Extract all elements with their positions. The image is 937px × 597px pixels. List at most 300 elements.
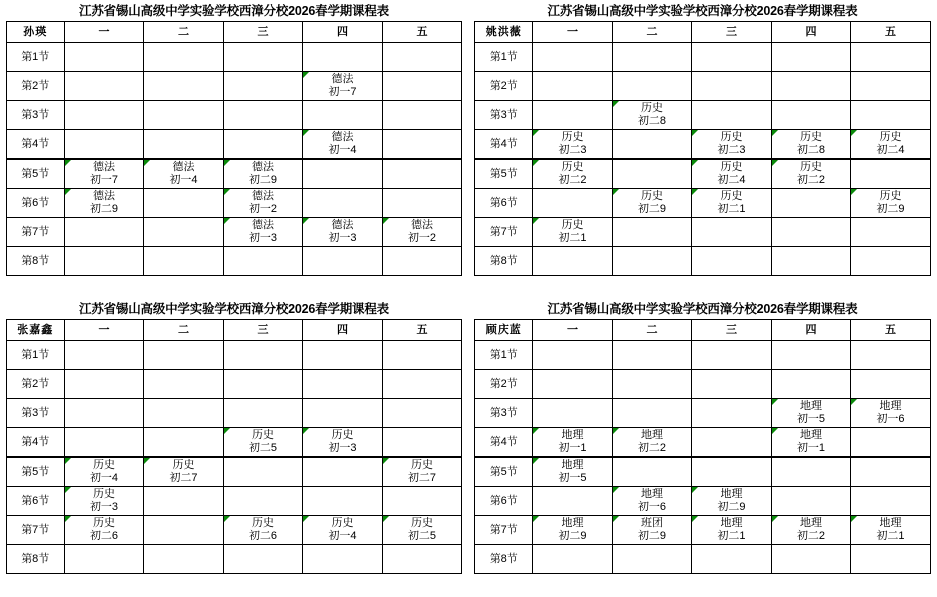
schedule-cell[interactable] <box>382 43 462 72</box>
cell-class: 初二7 <box>169 472 198 484</box>
schedule-cell[interactable] <box>303 189 383 218</box>
schedule-cell[interactable] <box>771 428 851 458</box>
day-header-3: 三 <box>223 320 303 341</box>
schedule-cell[interactable] <box>382 487 462 516</box>
cell-class: 初二2 <box>637 442 667 454</box>
schedule-cell[interactable] <box>64 428 144 458</box>
period-label-7: 第7节 <box>6 218 64 247</box>
schedule-cell[interactable] <box>533 130 613 160</box>
cell-subject: 德法 <box>411 219 433 231</box>
cell-subject: 历史 <box>720 131 743 143</box>
schedule-cell[interactable] <box>771 399 851 428</box>
cell-class: 初二6 <box>248 530 278 542</box>
table-row <box>475 101 931 130</box>
schedule-cell[interactable] <box>64 487 144 516</box>
day-header-2: 二 <box>612 22 692 43</box>
schedule-cell[interactable] <box>692 218 772 247</box>
schedule-cell[interactable] <box>612 218 692 247</box>
table-row <box>475 72 931 101</box>
schedule-cell[interactable] <box>64 341 144 370</box>
schedule-cell[interactable] <box>382 247 462 276</box>
schedule-cell[interactable] <box>771 247 851 276</box>
cell-class: 初二5 <box>407 530 437 542</box>
schedule-cell[interactable] <box>382 516 462 545</box>
schedule-cell[interactable] <box>223 101 303 130</box>
schedule-cell[interactable] <box>851 159 931 189</box>
schedule-cell[interactable] <box>692 399 772 428</box>
schedule-cell[interactable] <box>771 457 851 487</box>
schedule-cell[interactable] <box>771 189 851 218</box>
schedule-cell[interactable] <box>851 457 931 487</box>
table-row <box>475 159 931 189</box>
period-label-7: 第7节 <box>6 516 64 545</box>
schedule-cell[interactable] <box>533 545 613 574</box>
day-header-4: 四 <box>771 320 851 341</box>
cell-subject: 德法 <box>331 73 354 85</box>
schedule-cell[interactable] <box>223 457 303 487</box>
cell-subject: 地理 <box>720 488 743 500</box>
schedule-cell[interactable] <box>382 399 462 428</box>
schedule-cell[interactable] <box>223 545 303 574</box>
schedule-cell[interactable] <box>64 189 144 218</box>
schedule-cell[interactable] <box>533 341 613 370</box>
schedule-cell[interactable] <box>223 247 303 276</box>
schedule-cell[interactable] <box>692 101 772 130</box>
schedule-cell[interactable] <box>612 487 692 516</box>
cell-subject: 地理 <box>800 517 822 529</box>
day-header-5: 五 <box>851 22 931 43</box>
schedule-cell[interactable] <box>692 159 772 189</box>
cell-class: 初一4 <box>169 174 198 186</box>
schedule-cell[interactable] <box>533 399 613 428</box>
schedule-cell[interactable] <box>771 159 851 189</box>
schedule-cell[interactable] <box>223 516 303 545</box>
table-row <box>475 189 931 218</box>
cell-subject: 德法 <box>331 131 354 143</box>
cell-class: 初二6 <box>89 530 119 542</box>
cell-subject: 德法 <box>252 219 274 231</box>
schedule-cell[interactable] <box>612 159 692 189</box>
schedule-cell[interactable] <box>533 159 613 189</box>
cell-subject: 地理 <box>720 517 743 529</box>
period-label-7: 第7节 <box>475 218 533 247</box>
cell-subject: 历史 <box>172 459 195 471</box>
schedule-cell[interactable] <box>851 72 931 101</box>
table-row <box>6 399 462 428</box>
schedule-cell[interactable] <box>771 341 851 370</box>
schedule-cell[interactable] <box>64 101 144 130</box>
cell-class: 初二9 <box>637 203 667 215</box>
cell-class: 初二4 <box>717 174 746 186</box>
schedule-cell[interactable] <box>851 428 931 458</box>
schedule-cell[interactable] <box>771 218 851 247</box>
cell-class: 初二2 <box>558 174 587 186</box>
period-label-2: 第2节 <box>6 72 64 101</box>
schedule-cell[interactable] <box>851 101 931 130</box>
schedule-cell[interactable] <box>533 101 613 130</box>
cell-subject: 历史 <box>93 459 115 471</box>
cell-subject: 历史 <box>411 459 433 471</box>
schedule-cell[interactable] <box>64 399 144 428</box>
day-header-5: 五 <box>851 320 931 341</box>
schedule-cell[interactable] <box>223 341 303 370</box>
schedule-cell[interactable] <box>612 457 692 487</box>
cell-subject: 历史 <box>641 102 663 114</box>
schedule-cell[interactable] <box>64 130 144 160</box>
day-header-1: 一 <box>533 320 613 341</box>
schedule-cell[interactable] <box>851 189 931 218</box>
table-row <box>475 516 931 545</box>
day-header-4: 四 <box>771 22 851 43</box>
period-label-2: 第2节 <box>475 72 533 101</box>
schedule-cell[interactable] <box>692 516 772 545</box>
schedule-cell[interactable] <box>612 72 692 101</box>
cell-class: 初一1 <box>796 442 826 454</box>
cell-class: 初二1 <box>558 232 587 244</box>
period-label-6: 第6节 <box>475 487 533 516</box>
teacher-name: 顾庆蓝 <box>475 320 533 341</box>
schedule-table-1 <box>474 21 931 276</box>
cell-subject: 德法 <box>93 161 115 173</box>
table-row <box>6 247 462 276</box>
schedule-cell[interactable] <box>303 218 383 247</box>
schedule-cell[interactable] <box>533 72 613 101</box>
schedule-cell[interactable] <box>223 370 303 399</box>
period-label-1: 第1节 <box>475 43 533 72</box>
schedule-cell[interactable] <box>303 516 383 545</box>
schedule-cell[interactable] <box>533 516 613 545</box>
cell-class: 初一3 <box>328 442 357 454</box>
schedule-cell[interactable] <box>612 130 692 160</box>
period-label-2: 第2节 <box>6 370 64 399</box>
schedule-cell[interactable] <box>612 101 692 130</box>
table-row <box>6 428 462 458</box>
schedule-cell[interactable] <box>612 189 692 218</box>
cell-subject: 历史 <box>879 190 902 202</box>
schedule-cell[interactable] <box>223 189 303 218</box>
schedule-quadrant-3 <box>0 298 468 597</box>
day-header-3: 三 <box>223 22 303 43</box>
schedule-cell[interactable] <box>223 159 303 189</box>
schedule-quadrant-4 <box>468 298 937 597</box>
cell-subject: 地理 <box>561 459 584 471</box>
schedule-cell[interactable] <box>851 43 931 72</box>
schedule-cell[interactable] <box>144 72 224 101</box>
schedule-cell[interactable] <box>382 101 462 130</box>
schedule-cell[interactable] <box>533 487 613 516</box>
period-label-8: 第8节 <box>475 545 533 574</box>
schedule-cell[interactable] <box>64 545 144 574</box>
schedule-cell[interactable] <box>144 545 224 574</box>
schedule-cell[interactable] <box>303 101 383 130</box>
cell-subject: 德法 <box>93 190 115 202</box>
period-label-4: 第4节 <box>475 428 533 458</box>
cell-subject: 历史 <box>252 429 274 441</box>
period-label-5: 第5节 <box>6 457 64 487</box>
schedule-cell[interactable] <box>144 218 224 247</box>
schedule-cell[interactable] <box>223 399 303 428</box>
schedule-cell[interactable] <box>851 247 931 276</box>
cell-subject: 历史 <box>641 190 663 202</box>
schedule-cell[interactable] <box>144 189 224 218</box>
schedule-cell[interactable] <box>692 487 772 516</box>
schedule-cell[interactable] <box>851 399 931 428</box>
schedule-cell[interactable] <box>144 341 224 370</box>
schedule-cell[interactable] <box>64 159 144 189</box>
schedule-cell[interactable] <box>692 428 772 458</box>
schedule-cell[interactable] <box>223 43 303 72</box>
schedule-cell[interactable] <box>303 247 383 276</box>
table-row <box>6 341 462 370</box>
schedule-cell[interactable] <box>144 159 224 189</box>
period-label-6: 第6节 <box>6 189 64 218</box>
schedule-cell[interactable] <box>851 130 931 160</box>
schedule-cell[interactable] <box>303 130 383 160</box>
day-header-3: 三 <box>692 22 772 43</box>
schedule-cell[interactable] <box>771 130 851 160</box>
cell-subject: 历史 <box>93 488 115 500</box>
schedule-cell[interactable] <box>692 370 772 399</box>
schedule-cell[interactable] <box>533 247 613 276</box>
period-label-1: 第1节 <box>475 341 533 370</box>
schedule-cell[interactable] <box>382 159 462 189</box>
table-row <box>475 247 931 276</box>
table-row <box>475 399 931 428</box>
period-label-5: 第5节 <box>475 159 533 189</box>
cell-class: 初一3 <box>89 501 119 513</box>
schedule-cell[interactable] <box>64 247 144 276</box>
schedule-cell[interactable] <box>144 428 224 458</box>
schedule-cell[interactable] <box>612 247 692 276</box>
schedule-cell[interactable] <box>303 159 383 189</box>
cell-subject: 历史 <box>252 517 274 529</box>
schedule-body-1 <box>475 22 931 276</box>
schedule-cell[interactable] <box>851 341 931 370</box>
schedule-cell[interactable] <box>533 457 613 487</box>
day-header-1: 一 <box>64 22 144 43</box>
schedule-cell[interactable] <box>64 72 144 101</box>
period-label-4: 第4节 <box>475 130 533 160</box>
cell-subject: 历史 <box>561 219 584 231</box>
period-label-1: 第1节 <box>6 43 64 72</box>
schedule-cell[interactable] <box>303 428 383 458</box>
schedule-cell[interactable] <box>303 545 383 574</box>
cell-subject: 德法 <box>252 190 274 202</box>
schedule-cell[interactable] <box>851 545 931 574</box>
cell-subject: 地理 <box>879 400 902 412</box>
table-row <box>6 370 462 399</box>
cell-subject: 德法 <box>252 161 274 173</box>
period-label-4: 第4节 <box>6 130 64 160</box>
cell-class: 初二9 <box>637 530 667 542</box>
schedule-cell[interactable] <box>382 341 462 370</box>
cell-class: 初二8 <box>637 115 667 127</box>
period-label-5: 第5节 <box>6 159 64 189</box>
schedule-cell[interactable] <box>771 101 851 130</box>
schedule-cell[interactable] <box>851 370 931 399</box>
period-label-5: 第5节 <box>475 457 533 487</box>
table-row <box>475 457 931 487</box>
schedule-cell[interactable] <box>223 72 303 101</box>
schedule-cell[interactable] <box>223 428 303 458</box>
period-label-3: 第3节 <box>475 399 533 428</box>
cell-class: 初一6 <box>637 501 667 513</box>
schedule-cell[interactable] <box>533 189 613 218</box>
cell-class: 初一2 <box>407 232 437 244</box>
schedule-cell[interactable] <box>382 130 462 160</box>
schedule-cell[interactable] <box>612 370 692 399</box>
cell-class: 初一3 <box>328 232 357 244</box>
table-row <box>475 341 931 370</box>
schedule-cell[interactable] <box>692 247 772 276</box>
schedule-cell[interactable] <box>144 247 224 276</box>
schedule-cell[interactable] <box>692 43 772 72</box>
schedule-cell[interactable] <box>771 43 851 72</box>
schedule-cell[interactable] <box>692 130 772 160</box>
schedule-cell[interactable] <box>382 428 462 458</box>
schedule-cell[interactable] <box>303 43 383 72</box>
schedule-cell[interactable] <box>144 101 224 130</box>
cell-class: 初一5 <box>796 413 826 425</box>
cell-subject: 地理 <box>879 517 902 529</box>
schedule-cell[interactable] <box>303 370 383 399</box>
schedule-table-2 <box>6 319 463 574</box>
schedule-cell[interactable] <box>382 189 462 218</box>
schedule-cell[interactable] <box>612 43 692 72</box>
schedule-cell[interactable] <box>64 516 144 545</box>
table-row <box>6 189 462 218</box>
schedule-quadrant-2 <box>468 0 937 298</box>
cell-class: 初一4 <box>328 144 357 156</box>
schedule-cell[interactable] <box>692 72 772 101</box>
cell-class: 初二9 <box>89 203 119 215</box>
period-label-7: 第7节 <box>475 516 533 545</box>
schedule-cell[interactable] <box>533 370 613 399</box>
schedule-cell[interactable] <box>771 545 851 574</box>
schedule-cell[interactable] <box>144 370 224 399</box>
schedule-cell[interactable] <box>144 43 224 72</box>
schedule-cell[interactable] <box>771 516 851 545</box>
schedule-cell[interactable] <box>303 341 383 370</box>
cell-class: 初二9 <box>248 174 278 186</box>
day-header-5: 五 <box>382 22 462 43</box>
schedule-cell[interactable] <box>851 516 931 545</box>
schedule-cell[interactable] <box>64 218 144 247</box>
cell-class: 初一1 <box>558 442 587 454</box>
schedule-body-2 <box>6 320 462 574</box>
schedule-cell[interactable] <box>64 370 144 399</box>
schedule-cell[interactable] <box>303 72 383 101</box>
schedule-cell[interactable] <box>612 428 692 458</box>
schedule-cell[interactable] <box>144 457 224 487</box>
schedule-cell[interactable] <box>382 370 462 399</box>
schedule-cell[interactable] <box>382 72 462 101</box>
cell-class: 初一7 <box>328 86 357 98</box>
schedule-cell[interactable] <box>533 43 613 72</box>
schedule-title: 江苏省锡山高级中学实验学校西漳分校2026春学期课程表 <box>547 302 858 316</box>
schedule-cell[interactable] <box>612 399 692 428</box>
schedule-cell[interactable] <box>692 457 772 487</box>
schedule-cell[interactable] <box>533 428 613 458</box>
table-row <box>6 487 462 516</box>
schedule-body-0 <box>6 22 462 276</box>
cell-class: 初一7 <box>89 174 119 186</box>
table-row <box>475 545 931 574</box>
schedule-header-row <box>475 22 931 43</box>
schedule-title: 江苏省锡山高级中学实验学校西漳分校2026春学期课程表 <box>79 302 389 316</box>
schedule-quadrant-1 <box>0 0 468 298</box>
schedule-cell[interactable] <box>303 487 383 516</box>
schedule-cell[interactable] <box>851 487 931 516</box>
table-row <box>475 130 931 160</box>
schedule-cell[interactable] <box>223 487 303 516</box>
schedule-cell[interactable] <box>771 487 851 516</box>
cell-class: 初一5 <box>558 472 587 484</box>
cell-subject: 历史 <box>720 161 743 173</box>
schedule-header-row <box>475 320 931 341</box>
schedule-cell[interactable] <box>612 545 692 574</box>
schedule-cell[interactable] <box>382 218 462 247</box>
schedule-cell[interactable] <box>144 516 224 545</box>
schedule-cell[interactable] <box>144 130 224 160</box>
table-row <box>6 43 462 72</box>
cell-class: 初二9 <box>876 203 905 215</box>
schedule-cell[interactable] <box>223 218 303 247</box>
cell-class: 初二4 <box>876 144 905 156</box>
cell-class: 初二9 <box>558 530 587 542</box>
schedule-title: 江苏省锡山高级中学实验学校西漳分校2026春学期课程表 <box>79 4 389 18</box>
schedule-cell[interactable] <box>771 72 851 101</box>
schedule-cell[interactable] <box>692 341 772 370</box>
schedule-cell[interactable] <box>223 130 303 160</box>
schedule-cell[interactable] <box>144 399 224 428</box>
cell-subject: 历史 <box>800 161 822 173</box>
schedule-cell[interactable] <box>144 487 224 516</box>
cell-subject: 历史 <box>411 517 433 529</box>
cell-class: 初二2 <box>796 530 826 542</box>
schedule-cell[interactable] <box>64 43 144 72</box>
day-header-3: 三 <box>692 320 772 341</box>
schedule-cell[interactable] <box>533 218 613 247</box>
schedule-cell[interactable] <box>612 341 692 370</box>
schedule-cell[interactable] <box>303 457 383 487</box>
schedule-cell[interactable] <box>303 399 383 428</box>
cell-class: 初二1 <box>717 530 746 542</box>
cell-class: 初二7 <box>407 472 437 484</box>
schedule-cell[interactable] <box>851 218 931 247</box>
period-label-8: 第8节 <box>6 545 64 574</box>
day-header-1: 一 <box>64 320 144 341</box>
cell-class: 初二2 <box>796 174 826 186</box>
schedule-cell[interactable] <box>382 545 462 574</box>
table-row <box>6 516 462 545</box>
period-label-6: 第6节 <box>6 487 64 516</box>
day-header-5: 五 <box>382 320 462 341</box>
cell-class: 初二1 <box>717 203 746 215</box>
schedule-header-row <box>6 320 462 341</box>
schedule-table-3 <box>474 319 931 574</box>
schedule-cell[interactable] <box>612 516 692 545</box>
schedule-cell[interactable] <box>692 545 772 574</box>
schedule-cell[interactable] <box>382 457 462 487</box>
schedule-cell[interactable] <box>692 189 772 218</box>
table-row <box>475 428 931 458</box>
schedule-cell[interactable] <box>64 457 144 487</box>
schedule-cell[interactable] <box>771 370 851 399</box>
table-row <box>475 43 931 72</box>
teacher-name: 张嘉鑫 <box>6 320 64 341</box>
period-label-8: 第8节 <box>6 247 64 276</box>
